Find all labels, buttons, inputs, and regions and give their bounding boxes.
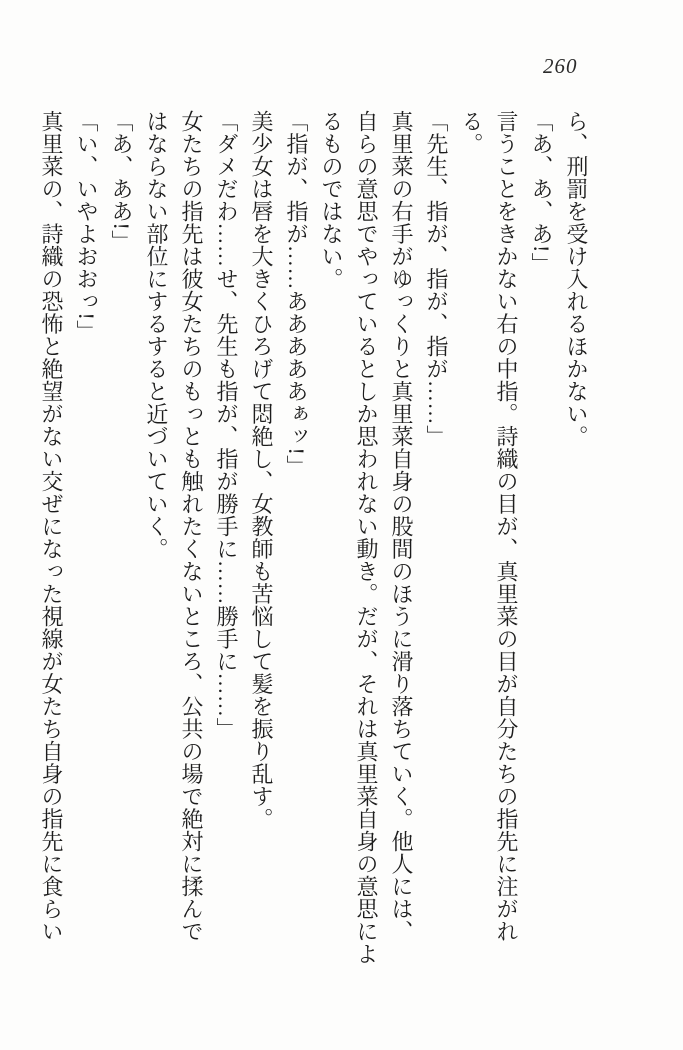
text-column: 真里菜の右手がゆっくりと真里菜自身の股間のほうに滑り落ちていく。他人には、 <box>389 110 414 943</box>
text-column: 「あ、あ、あ!」 <box>529 110 554 276</box>
text-column: るものではない。 <box>319 110 344 290</box>
vertical-text-block <box>34 110 594 970</box>
text-column: はならない部位にするすると近づいていく。 <box>144 110 169 560</box>
text-column: 「先生、指が、指が、指が……」 <box>424 110 449 448</box>
text-column: 「ダメだわ……せ、先生も指が、指が勝手に……勝手に……」 <box>214 110 239 740</box>
text-column: 「指が、指が……あああああぁッ!」 <box>284 110 309 478</box>
text-column: 女たちの指先は彼女たちのもっとも触れたくないところ、公共の場で絶対に揉んで <box>179 110 204 943</box>
text-column: 言うことをきかない右の中指。詩織の目が、真里菜の目が自分たちの指先に注がれ <box>494 110 519 943</box>
text-column: ら、刑罰を受け入れるほかない。 <box>564 110 589 448</box>
text-column: 「い、いやよおおっ!」 <box>74 110 99 343</box>
text-column: 「あ、ああ!」 <box>109 110 134 253</box>
text-column: 美少女は唇を大きくひろげて悶絶し、女教師も苦悩して髪を振り乱す。 <box>249 110 274 830</box>
text-column: る。 <box>459 110 484 155</box>
page-number: 260 <box>543 54 578 78</box>
text-column: 自らの意思でやっているとしか思われない動き。だが、それは真里菜自身の意思によ <box>354 110 379 965</box>
text-column: 真里菜の、詩織の恐怖と絶望がない交ぜになった視線が女たち自身の指先に食らい <box>39 110 64 943</box>
